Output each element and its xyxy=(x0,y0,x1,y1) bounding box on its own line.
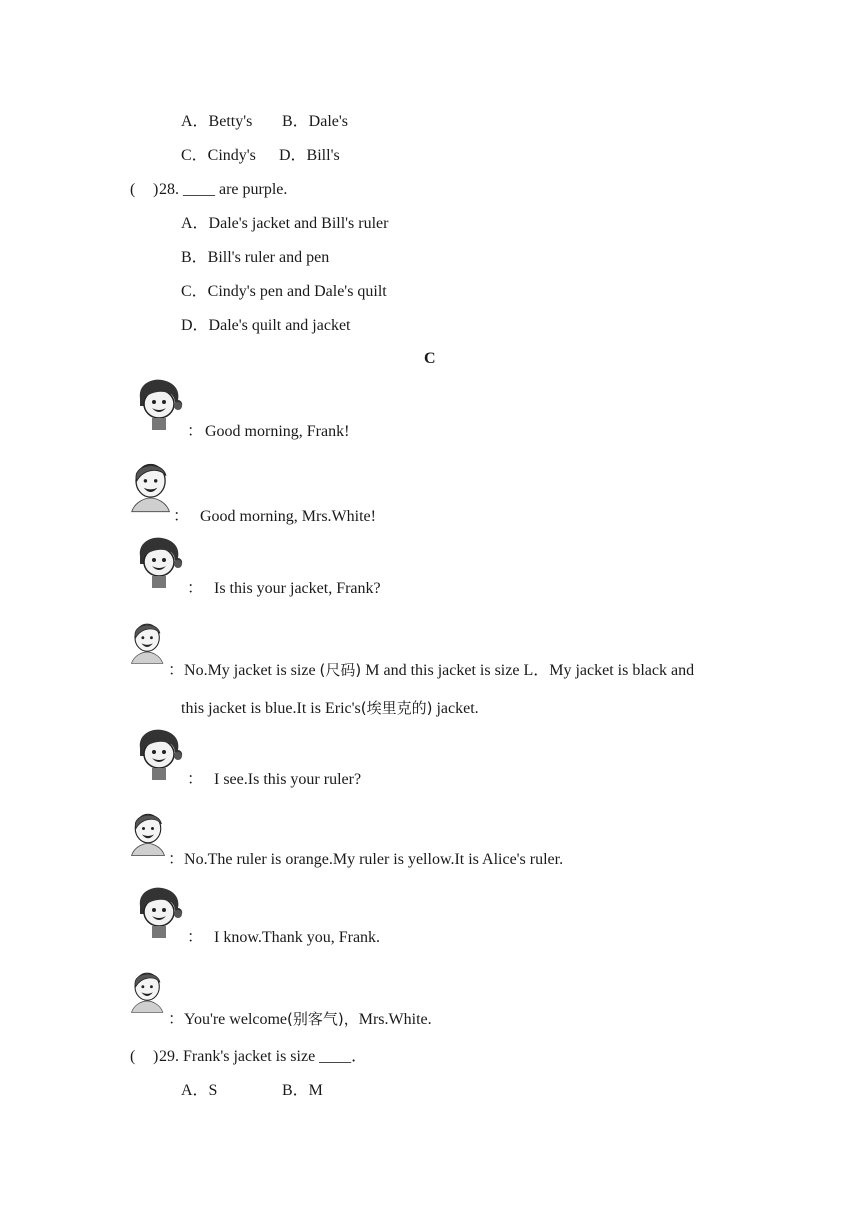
dialogue-colon: ： xyxy=(168,851,185,868)
dialogue-line-7: I know.Thank you, Frank. xyxy=(214,929,381,946)
dialogue-line-4-continued xyxy=(181,698,479,719)
dialogue-text: jacket. xyxy=(432,700,479,717)
dialogue-gloss: (别客气)， xyxy=(287,1010,359,1028)
dialogue-line-6 xyxy=(168,850,563,870)
dialogue-line-8 xyxy=(168,1009,432,1030)
dialogue-text: this jacket is blue.It is Eric's xyxy=(181,700,361,717)
dialogue-text: M and this jacket is size L．My jacket is black and xyxy=(361,662,695,679)
q29-option-a: A．S xyxy=(181,1082,218,1099)
boy-avatar-icon xyxy=(130,805,172,861)
dialogue-colon: ： xyxy=(168,1011,185,1028)
q27-option-a: A．Betty's xyxy=(181,113,253,130)
q27-option-b: B．Dale's xyxy=(282,113,348,130)
dialogue-colon: ： xyxy=(168,662,185,679)
dialogue-gloss: (埃里克的) xyxy=(360,699,433,717)
girl-avatar-icon xyxy=(130,884,186,940)
dialogue-line-4 xyxy=(168,660,694,681)
boy-avatar-icon xyxy=(130,963,170,1019)
dialogue-colon: ： xyxy=(173,508,190,525)
dialogue-text: No.My jacket is size xyxy=(184,662,320,679)
q29-answer-paren-close: ) xyxy=(153,1048,159,1065)
girl-avatar-icon xyxy=(130,726,186,782)
q28-option-b: B．Bill's ruler and pen xyxy=(181,249,330,266)
section-label: C xyxy=(424,350,436,367)
dialogue-line-1: Good morning, Frank! xyxy=(205,423,350,440)
dialogue-gloss: (尺码) xyxy=(319,661,362,679)
q28-stem: 28. ____ are purple. xyxy=(159,181,288,198)
boy-avatar-icon xyxy=(130,614,170,670)
q28-option-c: C．Cindy's pen and Dale's quilt xyxy=(181,283,387,300)
boy-avatar-icon xyxy=(130,454,178,518)
q28-option-d: D．Dale's quilt and jacket xyxy=(181,317,351,334)
q27-option-c: C．Cindy's xyxy=(181,147,256,164)
q28-answer-paren-close: ) xyxy=(153,181,159,198)
q28-answer-paren-open: ( xyxy=(130,181,136,198)
q29-answer-paren-open: ( xyxy=(130,1048,136,1065)
dialogue-colon: ： xyxy=(187,423,204,440)
dialogue-line-5: I see.Is this your ruler? xyxy=(214,771,362,788)
girl-avatar-icon xyxy=(130,534,186,590)
dialogue-colon: ： xyxy=(187,580,204,597)
q27-option-d: D．Bill's xyxy=(279,147,340,164)
dialogue-line-2: Good morning, Mrs.White! xyxy=(200,508,376,525)
dialogue-text: No.The ruler is orange.My ruler is yellow.It is Alice's ruler. xyxy=(184,851,564,868)
dialogue-colon: ： xyxy=(187,771,204,788)
girl-avatar-icon xyxy=(130,376,186,432)
dialogue-line-3: Is this your jacket, Frank? xyxy=(214,580,381,597)
q28-option-a: A．Dale's jacket and Bill's ruler xyxy=(181,215,389,232)
dialogue-text: You're welcome xyxy=(184,1011,288,1028)
q29-stem: 29. Frank's jacket is size ____． xyxy=(159,1048,368,1065)
dialogue-colon: ： xyxy=(187,929,204,946)
q29-option-b: B．M xyxy=(282,1082,323,1099)
dialogue-text: Mrs.White. xyxy=(358,1011,432,1028)
